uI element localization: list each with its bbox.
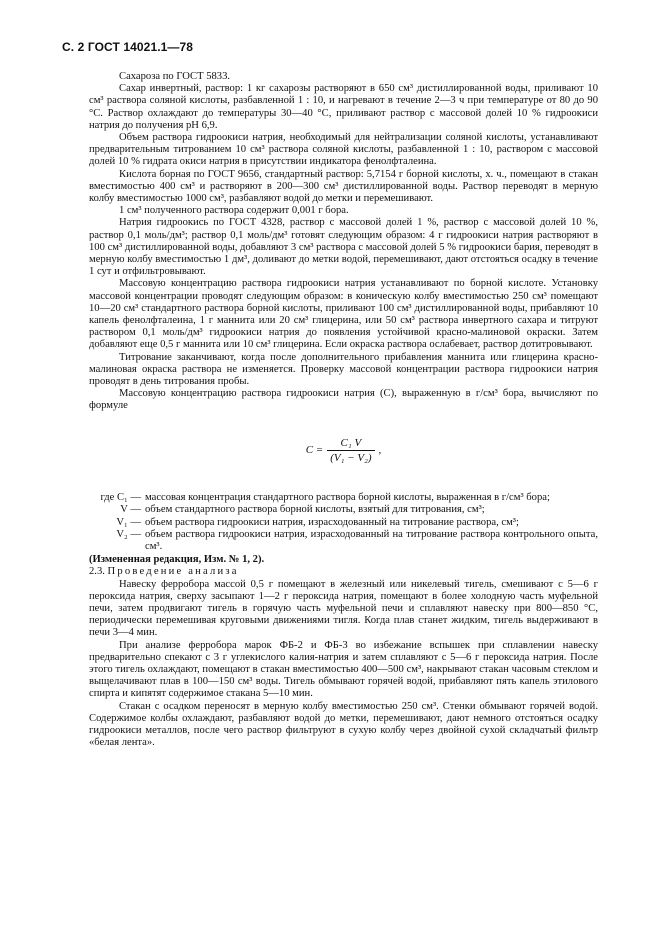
page-header: С. 2 ГОСТ 14021.1—78	[62, 40, 194, 54]
section-heading	[89, 566, 598, 578]
paragraph: Стакан с осадком переносят в мерную колбу вместимостью 250 см³. Стенки обмывают горячей водой. Содержимое колбы охлаждают, разбавляют водой до метки, перемешивают, дают немного отстояться осадку гидроокиси металлов, после чего раствор фильтруют в сухую колбу через двойной сухой складчатый фильтр «белая лента».	[89, 700, 598, 749]
paragraph: Сахар инвертный, раствор: 1 кг сахарозы растворяют в 650 см³ дистиллированной воды, приливают 10 см³ раствора соляной кислоты, разбавленной 1 : 10, и нагревают в течение 2—3 ч при температуре от 80 до 90 °С. Раствор охлаждают до температуры 30—40 °С, приливают раствор с массовой долей 10 % гидроокиси натрия до получения pH 6,9.	[89, 83, 598, 131]
formula-trail: ,	[378, 444, 382, 457]
definition-symbol: V₂ —	[116, 528, 141, 540]
definition-symbol: V₁ —	[116, 516, 141, 528]
paragraph: Массовую концентрацию раствора гидроокиси натрия устанавливают по борной кислоте. Установку массовой концентрации проводят следующим образом: в коническую колбу вместимостью 250 см³ помещают 10—20 см³ стандартного раствора борной кислоты, приливают 100 см³ дистиллированной воды, прибавляют 10 капель фенолфталеина, 1 г маннита или 20 см³ глицерина, или 50 см³ раствора инвертного сахара и титруют раствором 0,1 моль/дм³ гидроокиси натрия до появления устойчивой красно-малиновой окраски. Затем добавляют еще 0,5 г маннита или 10 см³ глицерина. Если окраска раствора ослабевает, раствор дотитровывают.	[89, 278, 598, 351]
definition-symbol: где C₁ —	[100, 492, 141, 504]
paragraph: Навеску ферробора массой 0,5 г помещают в железный или никелевый тигель, смешивают с 5—6 г пероксида натрия, сверху засыпают 1—2 г пероксида натрия, помещают в более холодную часть муфельной печи, затем продвигают тигель в горячую часть муфельной печи и сплавляют навеску при 800—850 °С, периодически перемешивая круговыми движениями тигля. Когда плав станет жидким, тигель выдерживают в печи 3—4 мин.	[89, 578, 598, 639]
definition-symbol: V —	[120, 504, 141, 516]
paragraph: Сахароза по ГОСТ 5833.	[119, 71, 231, 82]
definition-row	[89, 492, 598, 504]
revision-note: (Измененная редакция, Изм. № 1, 2).	[89, 554, 265, 566]
variable-definitions	[89, 492, 598, 553]
definition-row	[89, 529, 598, 553]
paragraph: Кислота борная по ГОСТ 9656, стандартный раствор: 5,7154 г борной кислоты, х. ч., помещают в стакан вместимостью 400 см³ и растворяют в 200—300 см³ дистиллированной воды. Раствор переводят в мерную колбу вместимостью 1000 см³, разбавляют водой до метки и перемешивают.	[89, 168, 598, 205]
definition-row	[89, 517, 598, 529]
document-body	[89, 71, 598, 749]
formula	[89, 437, 598, 464]
paragraph: Титрование заканчивают, когда после дополнительного прибавления маннита или глицерина красно-малиновая окраска раствора не изменяется. Проверку массовой концентрации раствора гидроокиси натрия проводят в день титрования пробы.	[89, 351, 598, 388]
definition-text: массовая концентрация стандартного раствора борной кислоты, выраженная в г/см³ бора;	[145, 492, 550, 504]
definition-row	[89, 504, 598, 516]
definition-text: объем раствора гидроокиси натрия, израсходованный на титрование раствора, см³;	[145, 516, 519, 528]
paragraph: Объем раствора гидроокиси натрия, необходимый для нейтрализации соляной кислоты, устанавливают предварительным титрованием 10 см³ раствора соляной кислоты, разбавленной 1 : 10, раствором с массовой долей 10 % гидрата окиси натрия в присутствии индикатора фенолфталеина.	[89, 132, 598, 168]
paragraph: Массовую концентрацию раствора гидроокиси натрия (C), выраженную в г/см³ бора, вычисляют по формуле	[89, 388, 598, 412]
paragraph: Натрия гидроокись по ГОСТ 4328, раствор с массовой долей 1 %, раствор с массовой долей 10 %, раствор 0,1 моль/дм³; раствор 0,1 моль/дм³ готовят следующим образом: 4 г гидроокиси натрия растворяют в 100 см³ дистиллированной воды, добавляют 3 см³ раствора с массовой долей 5 % гидроокиси бария, переводят в мерную колбу вместимостью 1 дм³, доливают до метки водой, перемешивают, дают отстояться осадку в течение 1 сут и отфильтровывают.	[89, 217, 598, 278]
definition-text: объем раствора гидроокиси натрия, израсходованный на титрование раствора контрольного опыта, см³.	[145, 528, 598, 552]
section-title: Проведение анализа	[107, 566, 239, 578]
formula-lhs: C =	[305, 444, 324, 457]
paragraph: 1 см³ полученного раствора содержит 0,001 г бора.	[119, 205, 349, 217]
formula-denominator: (V₁ − V₂)	[327, 450, 374, 464]
formula-numerator: C₁ V	[340, 436, 362, 449]
paragraph: При анализе ферробора марок ФБ-2 и ФБ-3 во избежание вспышек при сплавлении навеску предварительно спекают с 3 г углекислого калия-натрия и затем сплавляют с 5—6 г пероксида натрия. После этого тигель охлаждают, помещают в стакан вместимостью 400—500 см³, накрывают стакан часовым стеклом и выщелачивают плав в 100—150 см³ воды. Тигель обмывают горячей водой, прибавляют пять капель этилового спирта и кипятят содержимое стакана 5—10 мин.	[89, 639, 598, 700]
formula-fraction	[327, 437, 374, 464]
definition-text: объем стандартного раствора борной кислоты, взятый для титрования, см³;	[145, 504, 485, 516]
section-number: 2.3.	[89, 566, 105, 578]
